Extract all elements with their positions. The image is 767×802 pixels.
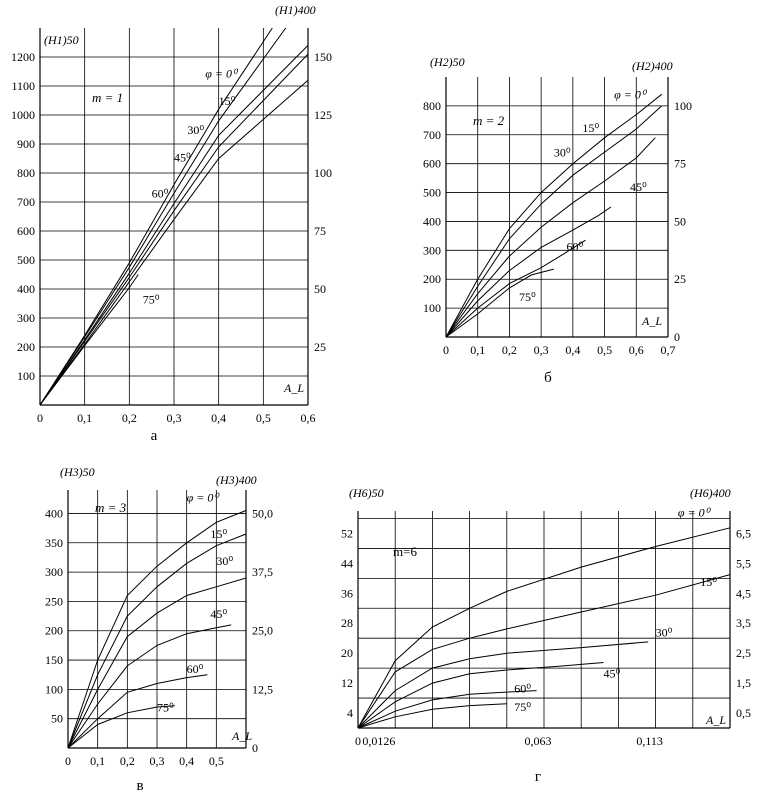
left-axis-label: (H6)50	[349, 486, 384, 500]
series-label: 15⁰	[218, 93, 236, 108]
x-tick-label: 0,2	[119, 754, 135, 768]
y-tick-label-left: 400	[17, 282, 35, 296]
x-tick-label: 0,5	[208, 754, 224, 768]
y-tick-label-left: 150	[45, 653, 63, 668]
y-tick-label-left: 300	[423, 243, 441, 258]
y-tick-label-right: 1,5	[736, 676, 751, 691]
y-tick-label-left: 20	[341, 646, 353, 661]
x-tick-label: 0,7	[660, 343, 676, 357]
left-axis-label: (H1)50	[44, 33, 79, 47]
series-label: 45⁰	[210, 606, 228, 621]
y-tick-label-right: 150	[314, 50, 332, 64]
series-label: φ = 0⁰	[205, 66, 237, 81]
y-tick-label-right: 25	[314, 340, 326, 354]
y-tick-label-right: 0	[252, 741, 258, 755]
x-tick-label: 0,4	[179, 754, 195, 768]
panel-caption: б	[544, 370, 552, 386]
x-tick-label: 0,3	[166, 411, 182, 425]
series-curve	[446, 240, 586, 337]
series-label: 15⁰	[582, 120, 600, 135]
x-axis-label: A_L	[642, 314, 663, 328]
y-tick-label-left: 44	[341, 556, 353, 571]
y-tick-label-right: 4,5	[736, 586, 751, 601]
x-tick-label: 0,5	[255, 411, 271, 425]
y-tick-label-left: 200	[45, 623, 63, 638]
y-tick-label-right: 75	[314, 224, 326, 238]
x-tick-label: 0	[443, 343, 449, 357]
series-label: 45⁰	[629, 180, 647, 195]
x-tick-label: 0,1	[470, 343, 486, 357]
x-tick-label: 0,2	[121, 411, 137, 425]
x-tick-label: 0,113	[636, 734, 663, 748]
series-label: 60⁰	[151, 186, 169, 201]
y-tick-label-right: 75	[674, 156, 686, 171]
y-tick-label-right: 0,5	[736, 706, 751, 721]
series-label: 45⁰	[603, 666, 621, 681]
left-axis-label: (H3)50	[60, 465, 95, 479]
panel-caption: г	[534, 769, 542, 785]
x-tick-label: 0,0126	[362, 734, 396, 748]
y-tick-label-right: 6,5	[736, 526, 751, 541]
x-tick-label: 0	[355, 734, 361, 748]
parameter-label: m=6	[393, 544, 417, 559]
panel-caption: в	[136, 778, 144, 794]
panel-caption: а	[150, 428, 158, 444]
series-label: φ = 0⁰	[186, 490, 219, 505]
series-label: 60⁰	[186, 661, 204, 676]
series-label: 30⁰	[216, 554, 234, 569]
series-label: φ = 0⁰	[614, 87, 646, 102]
y-tick-label-right: 2,5	[736, 646, 751, 661]
y-tick-label-left: 350	[45, 535, 63, 550]
chart-c	[45, 465, 273, 794]
y-tick-label-left: 1200	[11, 50, 35, 64]
x-axis-label: A_L	[232, 729, 253, 743]
chart-a	[11, 3, 332, 444]
y-tick-label-left: 800	[17, 166, 35, 180]
y-tick-label-right: 5,5	[736, 556, 751, 571]
x-tick-label: 0,6	[300, 411, 316, 425]
y-tick-label-left: 500	[17, 253, 35, 267]
x-tick-label: 0,063	[524, 734, 552, 748]
x-tick-label: 0,6	[628, 343, 644, 357]
x-tick-label: 0,5	[597, 343, 613, 357]
y-tick-label-left: 1000	[11, 108, 35, 122]
y-tick-label-left: 50	[51, 711, 63, 726]
right-axis-label: (H1)400	[275, 3, 316, 17]
y-tick-label-left: 400	[423, 214, 441, 229]
series-label: 30⁰	[655, 625, 673, 640]
series-label: 15⁰	[700, 574, 718, 589]
y-tick-label-right: 25,0	[252, 623, 273, 638]
y-tick-label-right: 100	[674, 98, 692, 113]
y-tick-label-right: 100	[314, 166, 332, 180]
y-tick-label-left: 300	[17, 311, 35, 325]
chart-b	[423, 55, 692, 386]
y-tick-label-left: 900	[17, 137, 35, 151]
series-label: 75⁰	[518, 289, 536, 304]
y-tick-label-right: 25	[674, 272, 686, 287]
y-tick-label-right: 50	[674, 214, 686, 229]
y-tick-label-left: 12	[341, 676, 353, 691]
parameter-label: m = 1	[92, 90, 124, 105]
parameter-label: m = 3	[95, 500, 127, 515]
y-tick-label-left: 600	[423, 156, 441, 171]
y-tick-label-left: 700	[423, 127, 441, 142]
y-tick-label-right: 0	[674, 330, 680, 344]
y-tick-label-left: 100	[17, 369, 35, 383]
x-tick-label: 0,1	[77, 411, 93, 425]
y-tick-label-left: 800	[423, 98, 441, 113]
y-tick-label-left: 28	[341, 616, 353, 631]
y-tick-label-left: 52	[341, 526, 353, 541]
y-tick-label-left: 300	[45, 565, 63, 580]
y-tick-label-right: 37,5	[252, 565, 273, 580]
x-tick-label: 0	[37, 411, 43, 425]
y-tick-label-left: 600	[17, 224, 35, 238]
series-curve	[40, 28, 286, 405]
y-tick-label-right: 125	[314, 108, 332, 122]
series-label: 60⁰	[514, 681, 532, 696]
y-tick-label-left: 36	[341, 586, 353, 601]
y-tick-label-right: 50,0	[252, 506, 273, 521]
series-label: 75⁰	[142, 292, 160, 307]
y-tick-label-left: 100	[45, 682, 63, 697]
series-curve	[446, 207, 611, 337]
left-axis-label: (H2)50	[430, 55, 465, 69]
x-tick-label: 0,3	[533, 343, 549, 357]
x-tick-label: 0,4	[211, 411, 227, 425]
y-tick-label-left: 400	[45, 506, 63, 521]
right-axis-label: (H2)400	[632, 59, 673, 73]
x-tick-label: 0,1	[90, 754, 106, 768]
y-tick-label-left: 250	[45, 594, 63, 609]
series-label: φ = 0⁰	[677, 505, 710, 520]
y-tick-label-left: 100	[423, 301, 441, 316]
y-tick-label-left: 500	[423, 185, 441, 200]
y-tick-label-left: 200	[423, 272, 441, 287]
series-curve	[40, 275, 138, 406]
chart-d	[341, 486, 751, 785]
parameter-label: m = 2	[473, 113, 505, 128]
y-tick-label-left: 200	[17, 340, 35, 354]
y-tick-label-right: 3,5	[736, 616, 751, 631]
series-label: 30⁰	[187, 122, 205, 137]
series-label: 75⁰	[514, 700, 532, 715]
series-label: 60⁰	[566, 239, 584, 254]
series-label: 30⁰	[553, 145, 571, 160]
series-label: 75⁰	[157, 700, 174, 715]
series-label: 15⁰	[210, 527, 228, 542]
x-tick-label: 0	[65, 754, 71, 768]
x-tick-label: 0,2	[501, 343, 517, 357]
series-curve	[40, 28, 272, 405]
right-axis-label: (H3)400	[216, 473, 257, 487]
y-tick-label-right: 12,5	[252, 682, 273, 697]
right-axis-label: (H6)400	[690, 486, 731, 500]
y-tick-label-left: 700	[17, 195, 35, 209]
y-tick-label-right: 50	[314, 282, 326, 296]
x-tick-label: 0,4	[565, 343, 581, 357]
x-tick-label: 0,3	[149, 754, 165, 768]
x-axis-label: A_L	[284, 381, 305, 395]
y-tick-label-left: 1100	[11, 79, 35, 93]
x-axis-label: A_L	[706, 713, 727, 727]
y-tick-label-left: 4	[347, 706, 353, 721]
series-label: 45⁰	[174, 150, 191, 165]
